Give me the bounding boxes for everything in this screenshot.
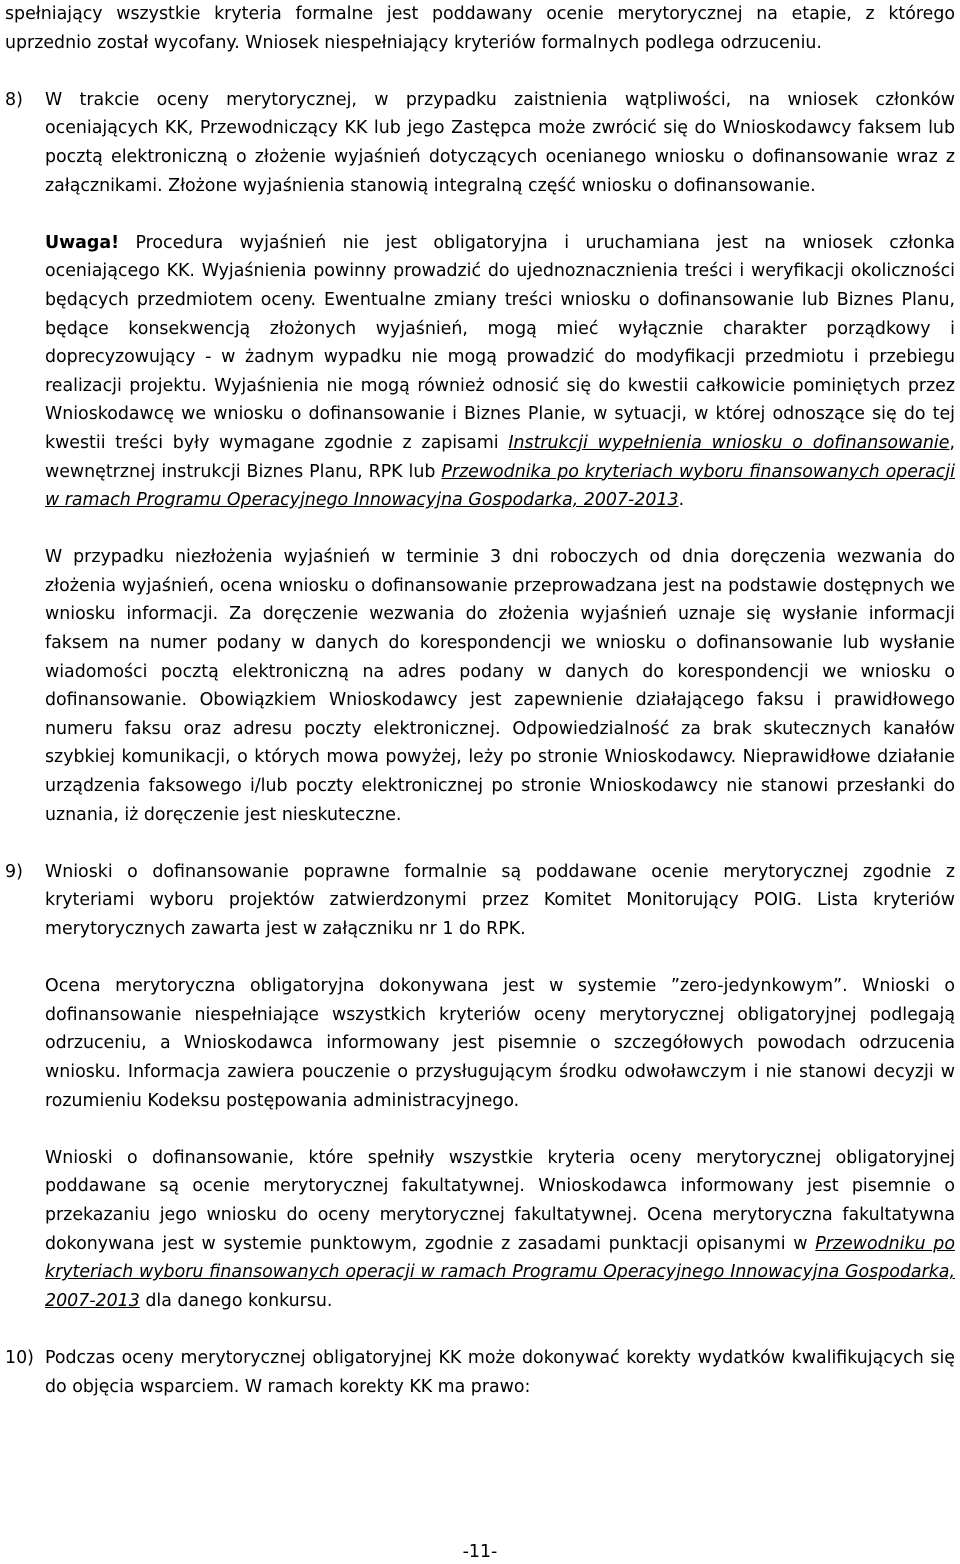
item9-paragraph-3-text: Wnioski o dofinansowanie, które spełniły wszystkie kryteria oceny merytorycznej obligatoryjnej poddawane są ocenie merytorycznej fakultatywnej. Wnioskodawca informowany jest pisemnie o przekazaniu jego wniosku do oceny merytorycznej fakultatywnej. Ocena merytoryczna fakultatywna dokonywana jest w systemie punktowym, zgodnie z zasadami punktacji opisanymi w [45, 1147, 955, 1254]
guide-reference: Przewodnika po kryteriach wyboru finansowanych operacji w ramach Programu Operacyjnego Innowacyjna Gospodarka, 2007-2013 [45, 461, 955, 511]
item9-paragraph-3 [45, 1144, 955, 1316]
list-item-8 [5, 86, 955, 829]
item9-paragraph-1: Wnioski o dofinansowanie poprawne formalnie są poddawane ocenie merytorycznej zgodnie z kryteriami wyboru projektów zatwierdzonymi przez Komitet Monitorujący POIG. Lista kryteriów merytorycznych zawarta jest w załączniku nr 1 do RPK. [45, 861, 955, 939]
continuation-paragraph: spełniający wszystkie kryteria formalne jest poddawany ocenie merytorycznej na etapie, z którego uprzednio został wycofany. Wniosek niespełniający kryteriów formalnych podlega odrzuceniu. [5, 4, 955, 53]
list-item-10 [5, 1344, 955, 1401]
item8-paragraph-2-text: Procedura wyjaśnień nie jest obligatoryjna i uruchamiana jest na wniosek członka oceniającego KK. Wyjaśnienia powinny prowadzić do ujednoznacznienia treści i weryfikacji okoliczności będących przedmiotem oceny. Ewentualne zmiany treści wniosku o dofinansowanie lub Biznes Planu, będące konsekwencją złożonych wyjaśnień, mogą mieć wyłącznie charakter porządkowy i doprecyzowujący - w żadnym wypadku nie mogą prowadzić do modyfikacji przedmiotu i przebiegu realizacji projektu. Wyjaśnienia nie mogą również odnosić się do kwestii całkowicie pominiętych przez Wnioskodawcę we wniosku o dofinansowanie i Biznes Planie, w sytuacji, w której odnoszące się do tej kwestii treści były wymagane zgodnie z zapisami [45, 232, 955, 453]
spacer [45, 200, 955, 229]
warning-label: Uwaga! [45, 232, 120, 253]
spacer [5, 1315, 955, 1344]
spacer [45, 944, 955, 973]
list-number: 10) [5, 1347, 34, 1368]
instruction-reference: Instrukcji wypełnienia wniosku o dofinansowanie [508, 432, 950, 453]
page-number: -11- [462, 1542, 498, 1562]
item10-paragraph-1: Podczas oceny merytorycznej obligatoryjnej KK może dokonywać korekty wydatków kwalifikujących się do objęcia wsparciem. W ramach korekty KK ma prawo: [45, 1347, 955, 1397]
item8-paragraph-3: W przypadku niezłożenia wyjaśnień w terminie 3 dni roboczych od dnia doręczenia wezwania do złożenia wyjaśnień, ocena wniosku o dofinansowanie przeprowadzana jest na podstawie dostępnych we wniosku informacji. Za doręczenie wezwania do złożenia wyjaśnień uznaje się wysłanie informacji faksem na numer podany w danych do korespondencji we wniosku o dofinansowanie lub wysłanie wiadomości pocztą elektroniczną na adres podany w danych do korespondencji we wniosku o dofinansowanie. Obowiązkiem Wnioskodawcy jest zapewnienie działającego faksu i prawidłowego numeru faksu oraz adresu poczty elektronicznej. Odpowiedzialność za brak skutecznych kanałów szybkiej komunikacji, o których mowa powyżej, leży po stronie Wnioskodawcy. Nieprawidłowe działanie urządzenia faksowego i/lub poczty elektronicznej po stronie Wnioskodawcy nie stanowi przesłanki do uznania, iż doręczenie jest nieskuteczne. [45, 547, 955, 825]
list-number: 9) [5, 861, 23, 882]
item8-paragraph-2-text2: , wewnętrznej instrukcji Biznes Planu, RPK lub [45, 432, 955, 482]
list-number: 8) [5, 89, 23, 110]
spacer [5, 57, 955, 86]
item8-paragraph-2 [45, 229, 955, 515]
list-item-9 [5, 858, 955, 1316]
spacer [45, 1115, 955, 1144]
item9-paragraph-3-end: dla danego konkursu. [139, 1290, 333, 1311]
item8-paragraph-2-end: . [678, 490, 685, 511]
item8-paragraph-1: W trakcie oceny merytorycznej, w przypadku zaistnienia wątpliwości, na wniosek członków oceniających KK, Przewodniczący KK lub jego Zastępca może zwrócić się do Wnioskodawcy faksem lub pocztą elektroniczną o złożenie wyjaśnień dotyczących ocenianego wniosku o dofinansowanie wraz z załącznikami. Złożone wyjaśnienia stanowią integralną część wniosku o dofinansowanie. [45, 89, 955, 196]
spacer [45, 515, 955, 544]
item9-paragraph-2: Ocena merytoryczna obligatoryjna dokonywana jest w systemie ”zero-jedynkowym”. Wnioski o dofinansowanie niespełniające wszystkich kryteriów oceny merytorycznej obligatoryjnej podlegają odrzuceniu, a Wnioskodawca informowany jest pisemnie o szczegółowych powodach odrzucenia wniosku. Informacja zawiera pouczenie o przysługującym środku odwoławczym i nie stanowi decyzji w rozumieniu Kodeksu postępowania administracyjnego. [45, 976, 955, 1111]
spacer [5, 829, 955, 858]
guide-reference: Przewodniku po kryteriach wyboru finansowanych operacji w ramach Programu Operacyjnego Innowacyjna Gospodarka, 2007-2013 [45, 1233, 955, 1311]
